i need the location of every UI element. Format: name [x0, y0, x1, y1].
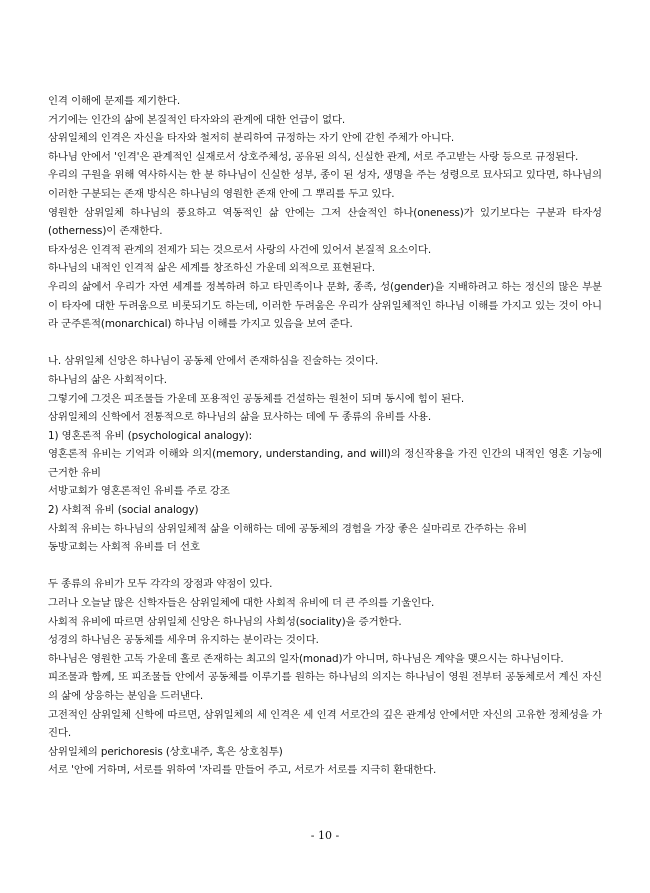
text-line: 그렇기에 그것은 피조물들 가운데 포용적인 공동체를 건설하는 원천이 되며 동시에 힘이 된다.	[48, 392, 465, 405]
text-paragraph: 영혼론적 유비는 기억과 이해와 의지(memory, understanding, and will)의 정신작용을 가진 인간의 내적인 영혼 기능에 근거한 유비	[48, 448, 602, 479]
text-line: 타자성은 인격적 관계의 전제가 되는 것으로서 사랑의 사건에 있어서 본질적 요소이다.	[48, 243, 432, 256]
list-item-heading: 2) 사회적 유비 (social analogy)	[48, 504, 199, 517]
text-line: 인격 이해에 문제를 제기한다.	[48, 95, 181, 107]
text-paragraph: 고전적인 삼위일체 신학에 따르면, 삼위일체의 세 인격은 세 인격 서로간의 깊은 관계성 안에서만 자신의 고유한 정체성을 가진다.	[48, 708, 602, 740]
page-number: - 10 -	[310, 829, 340, 842]
section-gap	[48, 557, 602, 576]
text-line: 하나님의 내적인 인격적 삶은 세계를 창조하신 가운데 외적으로 표현된다.	[48, 262, 375, 275]
text-line: 서로 '안에 거하며, 서로를 위하여 '자리를 만들어 주고, 서로가 서로를 지극히 환대한다.	[48, 764, 437, 777]
text-line: 성경의 하나님은 공동체를 세우며 유지하는 분이라는 것이다.	[48, 634, 319, 647]
text-line: 서방교회가 영혼론적인 유비를 주로 강조	[48, 485, 230, 498]
list-item-heading: 1) 영혼론적 유비 (psychological analogy):	[48, 429, 253, 442]
text-paragraph: 영원한 삼위일체 하나님의 풍요하고 역동적인 삶 안에는 그저 산술적인 하나(oneness)가 있기보다는 구분과 타자성(otherness)이 존재한다.	[48, 206, 602, 238]
text-paragraph: 하나님은 영원한 고독 가운데 홀로 존재하는 최고의 일자(monad)가 아니며, 하나님은 계약을 맺으시는 하나님이다.	[48, 652, 564, 665]
section-gap	[48, 334, 602, 353]
text-line: 삼위일체의 인격은 자신을 타자와 철저히 분리하여 규정하는 자기 안에 갇힌 주체가 아니다.	[48, 132, 455, 145]
text-line: 동방교회는 사회적 유비를 더 선호	[48, 541, 200, 554]
text-line: 두 종류의 유비가 모두 각각의 장점과 약점이 있다.	[48, 578, 273, 591]
text-line: 거기에는 인간의 삶에 본질적인 타자와의 관계에 대한 언급이 없다.	[48, 113, 346, 126]
text-paragraph: 우리의 구원을 위해 역사하시는 한 분 하나님이 신실한 성부, 종이 된 성자, 생명을 주는 성령으로 묘사되고 있다면, 하나님의 이러한 구분되는 존재 방식은 하나님의 영원한 존재 안에 그 뿌리를 두고 있다.	[48, 169, 602, 200]
text-line: 사회적 유비는 하나님의 삼위일체적 삶을 이해하는 데에 공동체의 경험을 가장 좋은 실마리로 간주하는 유비	[48, 522, 527, 535]
text-line: 삼위일체의 신학에서 전통적으로 하나님의 삶을 묘사하는 데에 두 종류의 유비를 사용.	[48, 411, 432, 424]
text-paragraph: 피조물과 함께, 또 피조물들 안에서 공동체를 이루기를 원하는 하나님의 의지는 하나님이 영원 전부터 공동체로서 계신 자신의 삶에 상응하는 분임을 드러낸다.	[48, 671, 602, 702]
text-line: 삼위일체의 perichoresis (상호내주, 혹은 상호침투)	[48, 745, 283, 758]
document-body	[48, 92, 602, 780]
text-paragraph: 하나님 안에서 '인격'은 관계적인 실재로서 상호주체성, 공유된 의식, 신실한 관계, 서로 주고받는 사랑 등으로 규정된다.	[48, 150, 579, 163]
text-line: 하나님의 삶은 사회적이다.	[48, 373, 167, 386]
section-heading: 나. 삼위일체 신앙은 하나님이 공동체 안에서 존재하심을 진술하는 것이다.	[48, 355, 379, 368]
text-line: 사회적 유비에 따르면 삼위일체 신앙은 하나님의 사회성(sociality)을 증거한다.	[48, 615, 402, 628]
text-line: 그러나 오늘날 많은 신학자들은 삼위일체에 대한 사회적 유비에 더 큰 주의를 기울인다.	[48, 597, 435, 610]
text-paragraph: 우리의 삶에서 우리가 자연 세계를 정복하려 하고 타민족이나 문화, 종족, 성(gender)을 지배하려고 하는 정신의 많은 부분이 타자에 대한 두려움으로 비롯되기도 하는데, 이러한 두려움은 우리가 삼위일체적인 하나님 이해를 가지고 있는 것이 아니라 군주론적(monarchical) 하나님 이해를 가지고 있음을 보여 준다.	[48, 280, 602, 331]
